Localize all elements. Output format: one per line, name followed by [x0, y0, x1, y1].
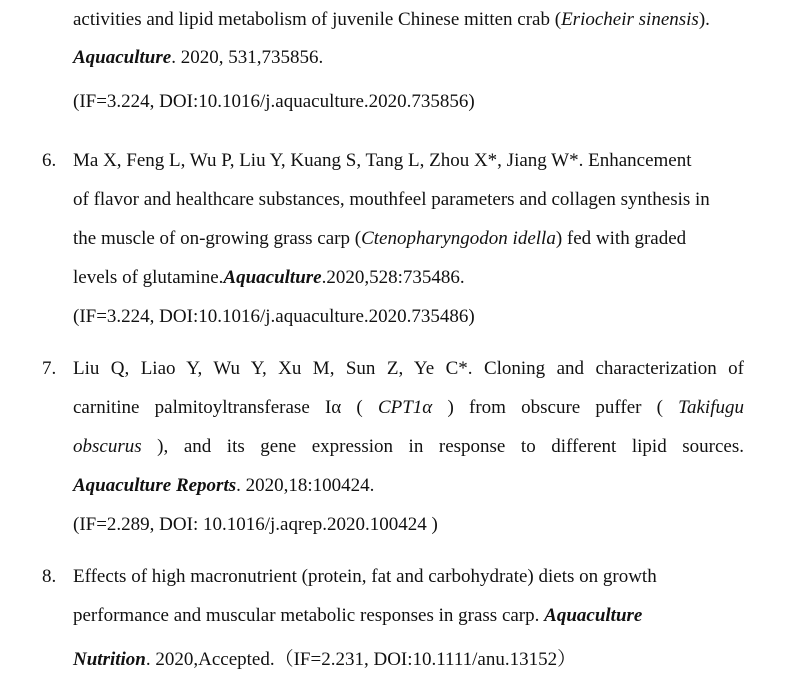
reference-line	[73, 474, 374, 498]
line-text: . 2020, 531,735856.	[171, 47, 324, 68]
reference-line	[73, 435, 744, 459]
reference-line	[73, 227, 686, 251]
line-text: (IF=3.224, DOI:10.1016/j.aquaculture.2020.735856)	[73, 91, 475, 112]
species-name: Eriocheir sinensis	[561, 9, 699, 30]
reference-line	[73, 266, 465, 290]
reference-impact-doi	[73, 305, 475, 329]
journal-name: Nutrition	[73, 649, 146, 670]
species-name: obscurus	[73, 436, 142, 457]
line-text: . 2020,18:100424.	[236, 475, 375, 496]
line-text: performance and muscular metabolic responses in grass carp.	[73, 605, 545, 626]
reference-number: 6.	[42, 150, 57, 171]
line-text: levels of glutamine.	[73, 267, 224, 288]
line-text: ).	[698, 9, 710, 30]
line-text: of flavor and healthcare substances, mouthfeel parameters and collagen synthesis in	[73, 189, 710, 210]
journal-name: Aquaculture Reports	[73, 475, 237, 496]
journal-name: Aquaculture	[73, 47, 172, 68]
reference-line	[73, 8, 710, 32]
line-text: activities and lipid metabolism of juvenile Chinese mitten crab (	[73, 9, 562, 30]
reference-line	[73, 565, 657, 589]
line-text: . 2020,Accepted.（IF=2.231, DOI:10.1111/anu.13152）	[145, 649, 577, 670]
line-text: ), and its gene expression in response to different lipid sources.	[141, 436, 744, 457]
line-text: ) fed with graded	[555, 228, 687, 249]
reference-line	[73, 188, 710, 212]
line-text: the muscle of on-growing grass carp (	[73, 228, 362, 249]
species-name: Ctenopharyngodon idella	[361, 228, 556, 249]
line-text: ) from obscure puffer (	[432, 397, 679, 418]
reference-line	[73, 46, 323, 70]
journal-name: Aquaculture	[223, 267, 322, 288]
reference-line	[73, 396, 744, 420]
reference-line	[73, 604, 642, 628]
journal-name: Aquaculture	[544, 605, 643, 626]
reference-number: 8.	[42, 566, 57, 587]
line-text: Liu Q, Liao Y, Wu Y, Xu M, Sun Z, Ye C*. Cloning and characterization of	[73, 358, 744, 379]
reference-line	[73, 357, 744, 381]
line-text: .2020,528:735486.	[321, 267, 465, 288]
species-name: Takifugu	[678, 397, 744, 418]
line-text: Effects of high macronutrient (protein, fat and carbohydrate) diets on growth	[73, 566, 657, 587]
reference-line	[73, 149, 692, 173]
line-text: carnitine palmitoyltransferase Iα (	[73, 397, 378, 418]
line-text: (IF=2.289, DOI: 10.1016/j.aqrep.2020.100424 )	[73, 514, 438, 535]
reference-impact-doi	[73, 513, 438, 537]
gene-name: CPT1α	[377, 397, 433, 418]
reference-impact-doi	[73, 90, 475, 114]
line-text: Ma X, Feng L, Wu P, Liu Y, Kuang S, Tang L, Zhou X*, Jiang W*. Enhancement	[73, 150, 692, 171]
line-text: (IF=3.224, DOI:10.1016/j.aquaculture.2020.735486)	[73, 306, 475, 327]
reference-line	[73, 648, 576, 672]
reference-number: 7.	[42, 358, 57, 379]
